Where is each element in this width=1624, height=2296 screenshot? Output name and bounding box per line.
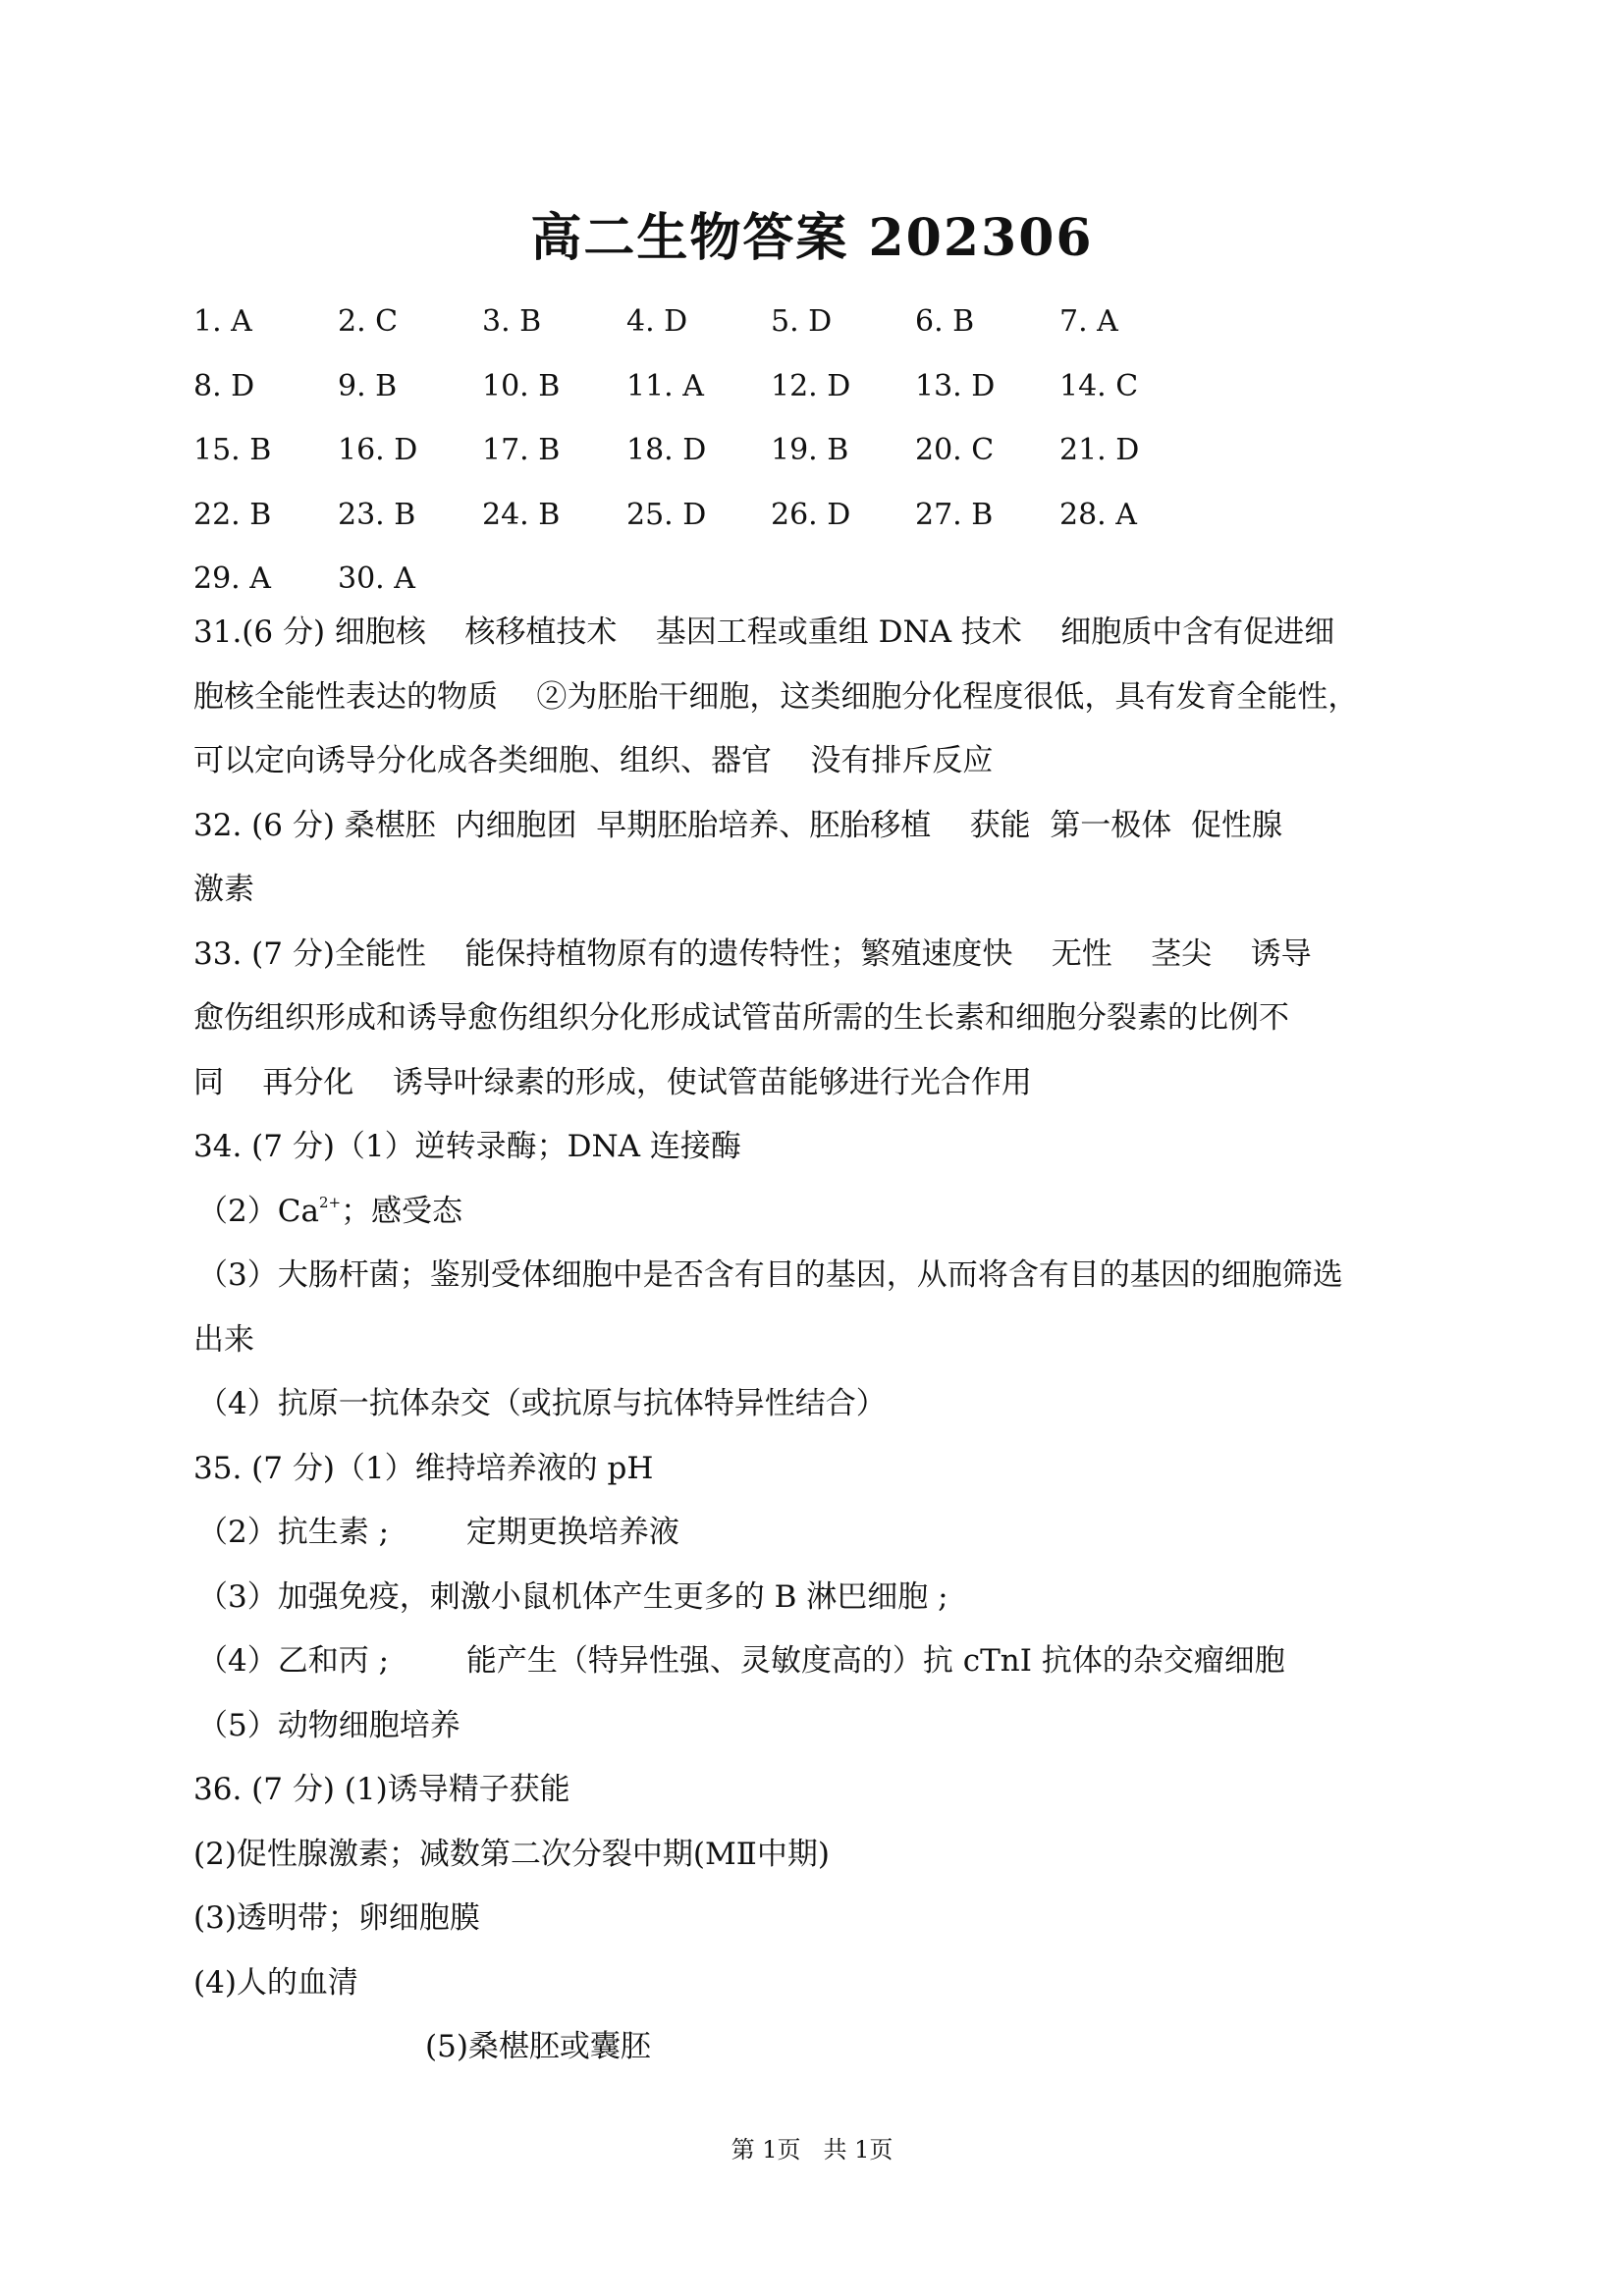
answer-34-line: 34. (7 分)（1）逆转录酶；DNA 连接酶 [193, 1129, 741, 1164]
answer-33-line: 同 再分化 诱导叶绿素的形成，使试管苗能够进行光合作用 [193, 1064, 1032, 1100]
answer-36-line: (5)桑椹胚或囊胚 [425, 2029, 651, 2064]
mcq-answer: 9. B [338, 368, 398, 403]
mcq-answer: 4. D [626, 304, 688, 340]
answer-34-line: （4）抗原一抗体杂交（或抗原与抗体特异性结合） [197, 1386, 887, 1421]
mcq-answer: 8. D [193, 368, 255, 403]
mcq-answer: 11. A [626, 368, 704, 403]
mcq-row [193, 290, 1204, 354]
mcq-answer: 30. A [338, 561, 415, 597]
mcq-answer: 12. D [771, 368, 851, 403]
written-answers [193, 601, 1440, 2080]
mcq-answer: 24. B [482, 497, 561, 532]
mcq-row [193, 483, 1204, 548]
mcq-answer: 6. B [915, 304, 975, 340]
answer-31-line: 31.(6 分) 细胞核 核移植技术 基因工程或重组 DNA 技术 细胞质中含有促进细 [193, 614, 1335, 650]
answer-31-line: 胞核全能性表达的物质 ②为胚胎干细胞，这类细胞分化程度很低，具有发育全能性， [193, 678, 1359, 715]
answer-34-calcium: （2）Ca [197, 1193, 319, 1229]
mcq-answer: 18. D [626, 433, 707, 468]
mcq-answer: 13. D [915, 368, 996, 403]
answer-33-line: 愈伤组织形成和诱导愈伤组织分化形成试管苗所需的生长素和细胞分裂素的比例不 [193, 1000, 1289, 1036]
answer-35-line: （4）乙和丙 ; 能产生（特异性强、灵敏度高的）抗 cTnI 抗体的杂交瘤细胞 [197, 1643, 1285, 1679]
answer-32-line: 激素 [193, 872, 254, 907]
mcq-answer: 23. B [338, 497, 416, 532]
mcq-answer: 28. A [1059, 497, 1137, 532]
mcq-answer: 27. B [915, 497, 994, 532]
answer-32-line: 32. (6 分) 桑椹胚 内细胞团 早期胚胎培养、胚胎移植 获能 第一极体 促性腺 [193, 807, 1283, 843]
answer-35-line: 35. (7 分)（1）维持培养液的 pH [193, 1450, 654, 1486]
mcq-answer: 14. C [1059, 368, 1139, 403]
answer-36-line: (3)透明带；卵细胞膜 [193, 1900, 480, 1936]
mcq-answer: 2. C [338, 304, 399, 340]
mcq-answer: 7. A [1059, 304, 1118, 340]
mcq-answer: 5. D [771, 304, 833, 340]
mcq-answer: 20. C [915, 433, 995, 468]
answer-35-line: （5）动物细胞培养 [197, 1707, 460, 1743]
answer-35-line: （2）抗生素 ; 定期更换培养液 [197, 1515, 679, 1550]
answer-31-line: 可以定向诱导分化成各类细胞、组织、器官 没有排斥反应 [193, 743, 994, 778]
page-title: 高二生物答案 202306 [530, 208, 1094, 268]
answer-36-line: 36. (7 分) (1)诱导精子获能 [193, 1772, 570, 1807]
mcq-row [193, 418, 1204, 483]
mcq-answer: 10. B [482, 368, 561, 403]
mcq-answer: 3. B [482, 304, 542, 340]
charge-superscript: 2+ [318, 1193, 342, 1211]
answer-36-line: (2)促性腺激素；减数第二次分裂中期(MⅡ中期) [193, 1836, 830, 1872]
answer-35-line: （3）加强免疫，刺激小鼠机体产生更多的 B 淋巴细胞 ; [197, 1578, 948, 1615]
multiple-choice-answers [193, 290, 1204, 612]
answer-33-line: 33. (7 分)全能性 能保持植物原有的遗传特性；繁殖速度快 无性 茎尖 诱导 [193, 935, 1312, 972]
mcq-answer: 29. A [193, 561, 271, 597]
answer-34-line [193, 1180, 1440, 1245]
answer-34-line: 出来 [193, 1321, 254, 1358]
mcq-answer: 1. A [193, 304, 252, 340]
mcq-row [193, 354, 1204, 419]
mcq-answer: 21. D [1059, 433, 1140, 468]
mcq-answer: 26. D [771, 497, 851, 532]
mcq-answer: 19. B [771, 433, 849, 468]
mcq-answer: 25. D [626, 497, 707, 532]
mcq-answer: 22. B [193, 497, 272, 532]
mcq-answer: 17. B [482, 433, 561, 468]
mcq-answer: 16. D [338, 433, 418, 468]
answer-36-line: (4)人的血清 [193, 1964, 358, 2001]
page-footer: 第 1页 共 1页 [731, 2136, 893, 2163]
mcq-answer: 15. B [193, 433, 272, 468]
answer-34-line: （3）大肠杆菌；鉴别受体细胞中是否含有目的基因，从而将含有目的基因的细胞筛选 [197, 1257, 1343, 1293]
answer-34-competent: ；感受态 [341, 1193, 463, 1229]
